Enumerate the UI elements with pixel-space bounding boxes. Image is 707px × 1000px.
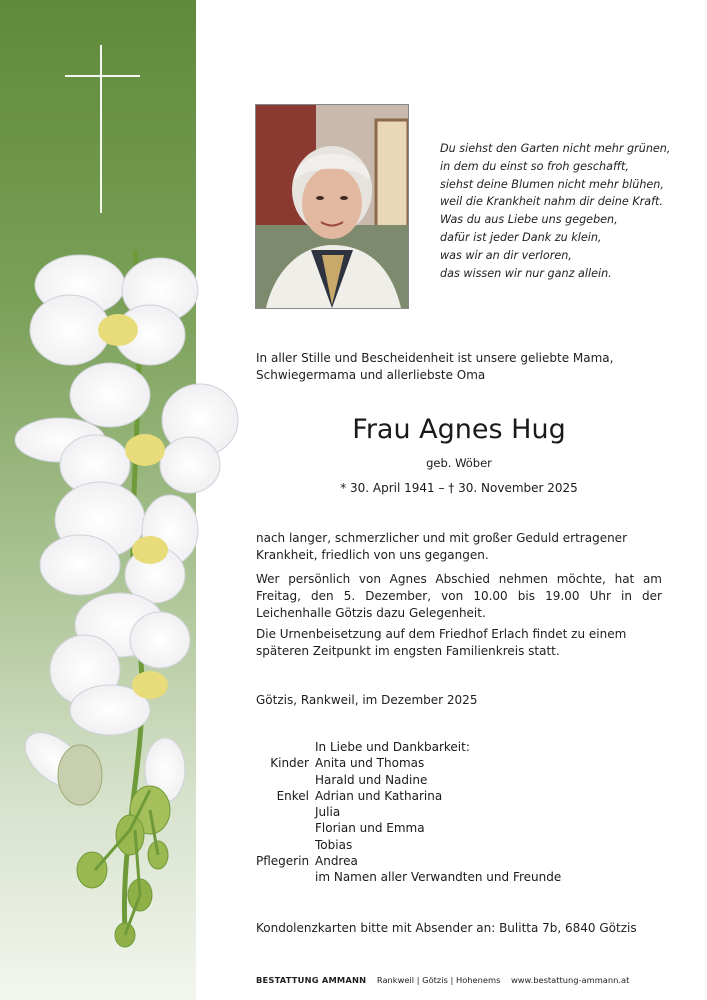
poem-line: das wissen wir nur ganz allein. xyxy=(440,266,612,280)
poem-line: Du siehst den Garten nicht mehr grünen, xyxy=(440,142,671,155)
family-member: Harald und Nadine xyxy=(315,772,428,787)
family-member: Julia xyxy=(315,805,341,820)
footer-locations: Rankweil | Götzis | Hohenems xyxy=(376,975,501,985)
poem xyxy=(440,140,680,282)
family-role xyxy=(256,739,315,755)
poem-line: in dem du einst so froh geschafft, xyxy=(440,159,629,173)
family-row xyxy=(256,772,561,788)
family-role xyxy=(256,869,315,885)
decorative-sidebar xyxy=(0,0,196,1000)
family-member: Andrea xyxy=(315,854,358,869)
family-role xyxy=(256,772,315,788)
poem-line: weil die Krankheit nahm dir deine Kraft. xyxy=(440,195,663,209)
condolence-address: Kondolenzkarten bitte mit Absender an: Bulitta 7b, 6840 Götzis xyxy=(256,921,637,935)
family-member: Adrian und Katharina xyxy=(315,788,443,803)
family-role xyxy=(256,837,315,853)
family-role xyxy=(256,804,315,820)
burial-text: Die Urnenbeisetzung auf dem Friedhof Erlach findet zu einem späteren Zeitpunkt im engsten Familienkreis statt. xyxy=(256,627,627,658)
poem-line: dafür ist jeder Dank zu klein, xyxy=(440,230,602,244)
family-row xyxy=(256,804,561,820)
orchid-illustration xyxy=(0,230,250,960)
cross-vertical xyxy=(100,45,102,213)
family-list xyxy=(256,739,561,886)
deceased-name: Frau Agnes Hug xyxy=(352,414,566,445)
life-dates: * 30. April 1941 – † 30. November 2025 xyxy=(340,481,578,495)
cross-horizontal xyxy=(65,75,140,77)
footer xyxy=(256,975,629,985)
footer-company: BESTATTUNG AMMANN xyxy=(256,975,367,985)
maiden-name: geb. Wöber xyxy=(426,456,492,470)
portrait-photo xyxy=(255,104,409,309)
farewell-text: Wer persönlich von Agnes Abschied nehmen möchte, hat am Freitag, den 5. Dezember, von 10.00 bis 19.00 Uhr in der Leichenhalle Götzis dazu Gelegenheit. xyxy=(256,572,662,620)
family-role xyxy=(256,820,315,836)
family-role: Enkel xyxy=(276,788,309,803)
poem-line: siehst deine Blumen nicht mehr blühen, xyxy=(440,177,664,191)
family-member: im Namen aller Verwandten und Freunde xyxy=(315,870,562,885)
family-member: Florian und Emma xyxy=(315,821,425,836)
family-row xyxy=(256,739,561,755)
poem-line: Was du aus Liebe uns gegeben, xyxy=(440,213,618,227)
family-row xyxy=(256,755,561,771)
family-row xyxy=(256,820,561,836)
family-role: Pflegerin xyxy=(256,854,310,869)
family-row xyxy=(256,837,561,853)
place-date: Götzis, Rankweil, im Dezember 2025 xyxy=(256,693,478,707)
footer-website[interactable]: www.bestattung-ammann.at xyxy=(510,975,630,985)
family-row xyxy=(256,869,561,885)
family-role: Kinder xyxy=(270,756,309,771)
intro-text: In aller Stille und Bescheidenheit ist unsere geliebte Mama, Schwiegermama und allerliebste Oma xyxy=(256,351,614,382)
passing-text: nach langer, schmerzlicher und mit großer Geduld ertragener Krankheit, friedlich von uns gegangen. xyxy=(256,531,627,562)
family-row xyxy=(256,853,561,869)
family-member: Tobias xyxy=(315,837,353,852)
family-member: Anita und Thomas xyxy=(315,756,425,771)
family-member: In Liebe und Dankbarkeit: xyxy=(315,740,470,754)
family-row xyxy=(256,788,561,804)
poem-line: was wir an dir verloren, xyxy=(440,248,572,262)
